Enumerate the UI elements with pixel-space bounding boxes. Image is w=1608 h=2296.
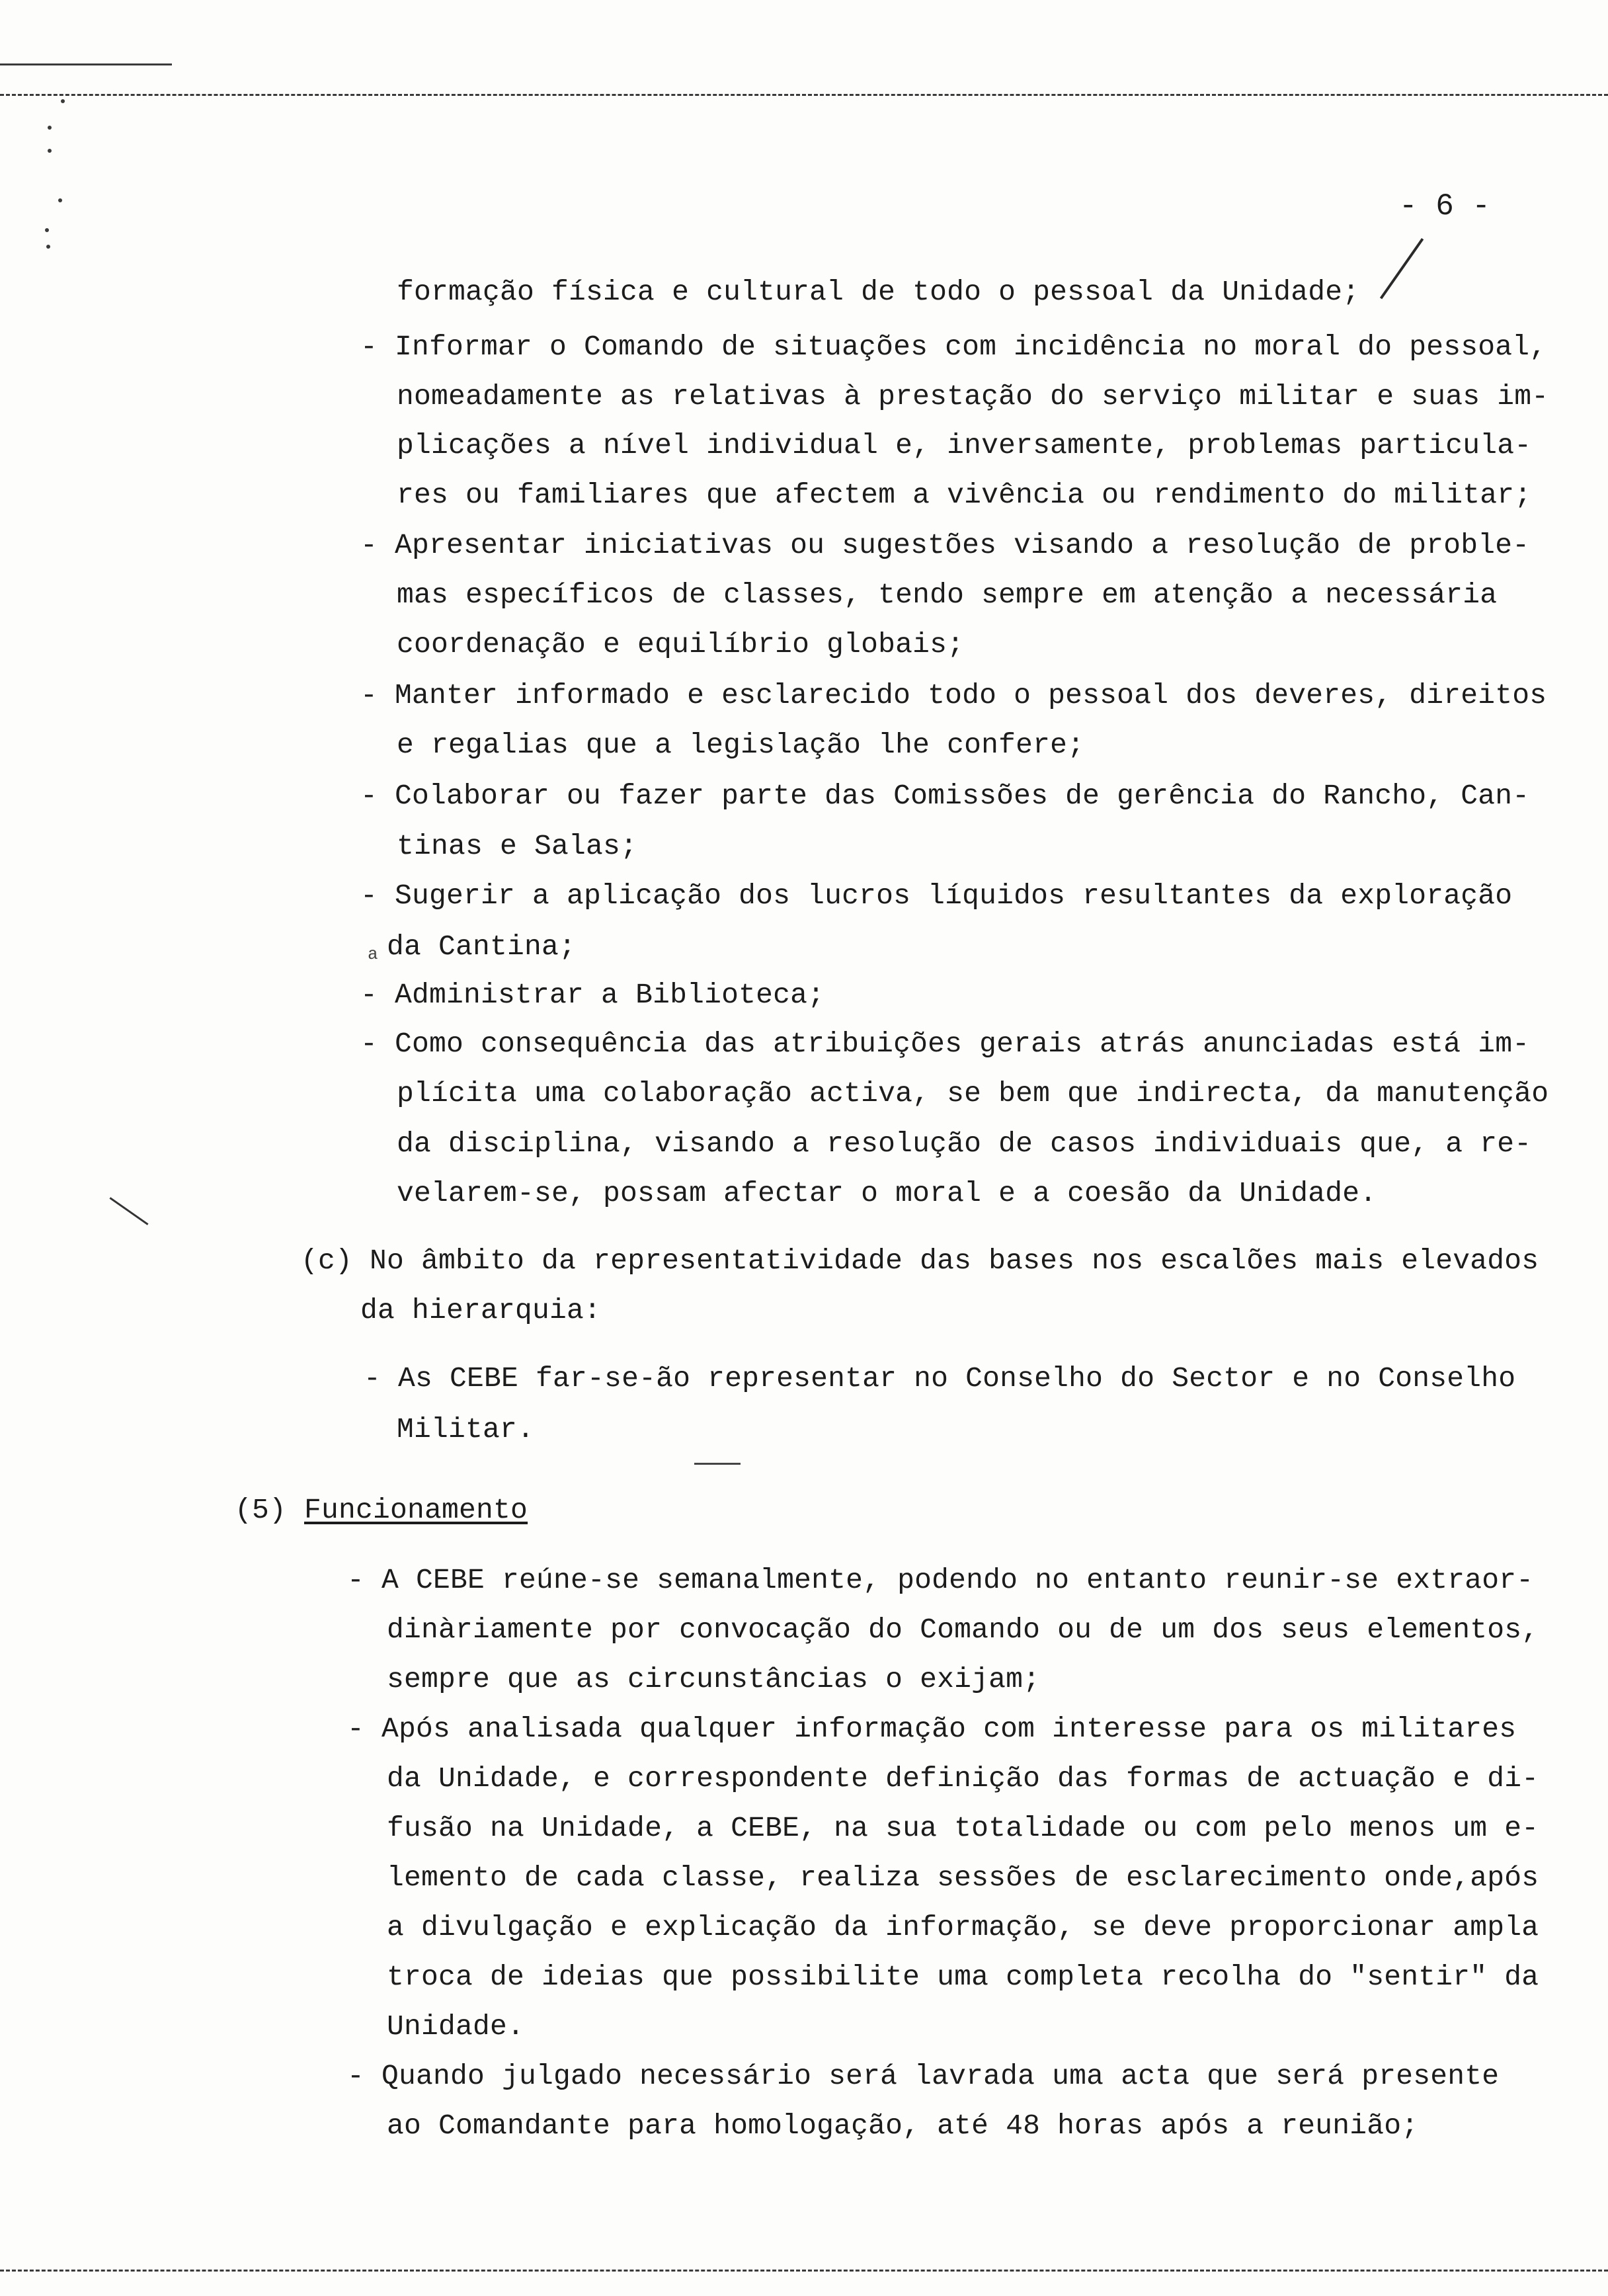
text-line: mas específicos de classes, tendo sempre em atenção a necessária bbox=[397, 579, 1498, 611]
text-line: - Manter informado e esclarecido todo o pessoal dos deveres, direitos bbox=[360, 679, 1547, 712]
text-line: - Administrar a Biblioteca; bbox=[360, 979, 825, 1011]
margin-speck bbox=[48, 149, 52, 153]
text-line: Unidade. bbox=[387, 2010, 525, 2043]
text-line: (c) No âmbito da representatividade das bases nos escalões mais elevados bbox=[301, 1245, 1539, 1277]
text-line: - Apresentar iniciativas ou sugestões visando a resolução de proble- bbox=[360, 529, 1530, 561]
separator-mark bbox=[694, 1463, 741, 1465]
text-line: tinas e Salas; bbox=[397, 830, 638, 862]
handwritten-slash-mark bbox=[1380, 238, 1424, 299]
text-line: e regalias que a legislação lhe confere; bbox=[397, 729, 1085, 761]
margin-speck bbox=[46, 245, 50, 249]
text-line: troca de ideias que possibilite uma completa recolha do "sentir" da bbox=[387, 1961, 1539, 1993]
text-line: - Informar o Comando de situações com incidência no moral do pessoal, bbox=[360, 331, 1547, 363]
text-line: da disciplina, visando a resolução de casos individuais que, a re- bbox=[397, 1128, 1532, 1160]
margin-speck bbox=[58, 198, 62, 202]
section-number: (5) bbox=[235, 1494, 287, 1526]
section-heading: Funcionamento bbox=[304, 1494, 528, 1526]
text-line: formação física e cultural de todo o pessoal da Unidade; bbox=[397, 276, 1360, 308]
text-line: sempre que as circunstâncias o exijam; bbox=[387, 1663, 1041, 1696]
text-line: - Após analisada qualquer informação com interesse para os militares bbox=[347, 1713, 1517, 1745]
text-line: velarem-se, possam afectar o moral e a coesão da Unidade. bbox=[397, 1177, 1377, 1210]
text-line: plicações a nível individual e, inversamente, problemas particula- bbox=[397, 429, 1532, 462]
margin-speck bbox=[45, 228, 49, 232]
text-line: lemento de cada classe, realiza sessões de esclarecimento onde,após bbox=[387, 1862, 1539, 1894]
text-line: plícita uma colaboração activa, se bem que indirecta, da manutenção bbox=[397, 1077, 1549, 1110]
text-line: da Cantina; bbox=[387, 930, 577, 963]
text-line: ao Comandante para homologação, até 48 horas após a reunião; bbox=[387, 2110, 1419, 2142]
scan-edge-line-top bbox=[0, 94, 1608, 96]
text-line: - Quando julgado necessário será lavrada uma acta que será presente bbox=[347, 2060, 1500, 2092]
text-line: - As CEBE far-se-ão representar no Conselho do Sector e no Conselho bbox=[364, 1362, 1516, 1395]
text-line: a divulgação e explicação da informação, se deve proporcionar ampla bbox=[387, 1911, 1539, 1944]
margin-speck bbox=[48, 126, 52, 130]
scan-edge-line-bottom bbox=[0, 2270, 1608, 2272]
text-line: dinàriamente por convocação do Comando ou de um dos seus elementos, bbox=[387, 1614, 1539, 1646]
text-line: - Colaborar ou fazer parte das Comissões de gerência do Rancho, Can- bbox=[360, 780, 1530, 812]
text-line: - A CEBE reúne-se semanalmente, podendo no entanto reunir-se extraor- bbox=[347, 1564, 1534, 1596]
text-line: da hierarquia: bbox=[360, 1294, 602, 1327]
margin-speck bbox=[61, 99, 65, 103]
text-line: nomeadamente as relativas à prestação do serviço militar e suas im- bbox=[397, 380, 1549, 413]
scan-edge-line-top-short bbox=[0, 63, 172, 65]
text-line: Militar. bbox=[397, 1413, 535, 1446]
text-line: fusão na Unidade, a CEBE, na sua totalidade ou com pelo menos um e- bbox=[387, 1812, 1539, 1844]
text-line: coordenação e equilíbrio globais; bbox=[397, 628, 965, 661]
text-line: - Como consequência das atribuições gerais atrás anunciadas está im- bbox=[360, 1028, 1530, 1060]
text-line: da Unidade, e correspondente definição das formas de actuação e di- bbox=[387, 1762, 1539, 1795]
margin-scribble bbox=[109, 1197, 148, 1225]
text-line: res ou familiares que afectem a vivência ou rendimento do militar; bbox=[397, 479, 1532, 511]
text-line: - Sugerir a aplicação dos lucros líquidos resultantes da exploração bbox=[360, 880, 1513, 912]
page-number: - 6 - bbox=[1399, 189, 1491, 224]
margin-mark: a bbox=[368, 944, 378, 964]
